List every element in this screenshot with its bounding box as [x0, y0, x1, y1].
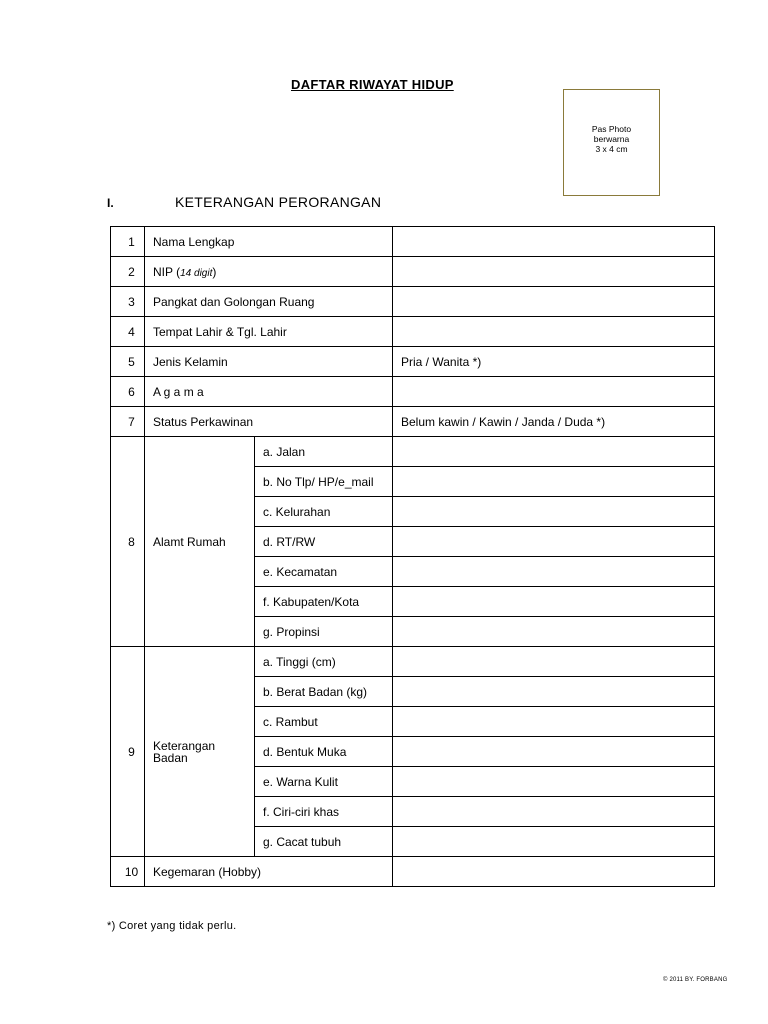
row-value-field[interactable] — [393, 377, 715, 407]
address-value-field[interactable] — [393, 617, 715, 647]
body-label — [145, 647, 255, 857]
row-number: 1 — [111, 227, 145, 257]
row-number: 6 — [111, 377, 145, 407]
address-sublabel: e. Kecamatan — [255, 557, 393, 587]
body-sublabel: f. Ciri-ciri khas — [255, 797, 393, 827]
photo-caption-line1: Pas Photo — [591, 124, 632, 134]
body-sublabel: e. Warna Kulit — [255, 767, 393, 797]
address-sublabel: b. No Tlp/ HP/e_mail — [255, 467, 393, 497]
row-number: 3 — [111, 287, 145, 317]
row-value-field[interactable]: Pria / Wanita *) — [393, 347, 715, 377]
row-label: A g a m a — [145, 377, 393, 407]
body-label-line2: Badan — [153, 750, 188, 765]
body-value-field[interactable] — [393, 707, 715, 737]
table-row — [111, 287, 715, 317]
row-label: Tempat Lahir & Tgl. Lahir — [145, 317, 393, 347]
personal-info-table — [110, 226, 715, 887]
row-value-field[interactable] — [393, 317, 715, 347]
photo-caption-line3: 3 x 4 cm — [595, 144, 628, 154]
address-sublabel: g. Propinsi — [255, 617, 393, 647]
row-value-field[interactable] — [393, 257, 715, 287]
address-sublabel: c. Kelurahan — [255, 497, 393, 527]
body-sublabel: g. Cacat tubuh — [255, 827, 393, 857]
nip-label: NIP ( — [153, 264, 181, 279]
table-row — [111, 317, 715, 347]
address-value-field[interactable] — [393, 467, 715, 497]
row-label: Nama Lengkap — [145, 227, 393, 257]
body-value-field[interactable] — [393, 767, 715, 797]
row-number: 4 — [111, 317, 145, 347]
row-number: 2 — [111, 257, 145, 287]
address-sublabel: a. Jalan — [255, 437, 393, 467]
photo-caption — [564, 124, 659, 154]
body-label-line1: Keterangan — [153, 738, 216, 753]
section-title: KETERANGAN PERORANGAN — [175, 194, 382, 210]
footnote: *) Coret yang tidak perlu. — [107, 920, 237, 932]
row-number: 8 — [111, 437, 145, 647]
body-sublabel: b. Berat Badan (kg) — [255, 677, 393, 707]
address-value-field[interactable] — [393, 557, 715, 587]
row-number: 7 — [111, 407, 145, 437]
row-value-field[interactable] — [393, 227, 715, 257]
row-number: 5 — [111, 347, 145, 377]
body-sublabel: a. Tinggi (cm) — [255, 647, 393, 677]
row-value-field[interactable] — [393, 857, 715, 887]
row-value-field[interactable] — [393, 287, 715, 317]
row-number: 10 — [111, 857, 145, 887]
table-row — [111, 437, 715, 467]
body-sublabel: c. Rambut — [255, 707, 393, 737]
address-sublabel: d. RT/RW — [255, 527, 393, 557]
address-value-field[interactable] — [393, 437, 715, 467]
table-row — [111, 857, 715, 887]
document-title: DAFTAR RIWAYAT HIDUP — [291, 77, 454, 92]
address-label: Alamt Rumah — [145, 437, 255, 647]
address-sublabel: f. Kabupaten/Kota — [255, 587, 393, 617]
table-row — [111, 347, 715, 377]
photo-caption-line2: berwarna — [593, 134, 630, 144]
row-label: Jenis Kelamin — [145, 347, 393, 377]
body-value-field[interactable] — [393, 677, 715, 707]
row-label: Status Perkawinan — [145, 407, 393, 437]
table-row — [111, 377, 715, 407]
body-sublabel: d. Bentuk Muka — [255, 737, 393, 767]
copyright: © 2011 BY. FORBANG — [663, 977, 728, 983]
body-value-field[interactable] — [393, 827, 715, 857]
body-value-field[interactable] — [393, 797, 715, 827]
address-value-field[interactable] — [393, 497, 715, 527]
row-label: Pangkat dan Golongan Ruang — [145, 287, 393, 317]
section-number: I. — [107, 196, 114, 210]
body-value-field[interactable] — [393, 737, 715, 767]
table-row — [111, 407, 715, 437]
table-row — [111, 257, 715, 287]
row-label: Kegemaran (Hobby) — [145, 857, 393, 887]
address-value-field[interactable] — [393, 527, 715, 557]
nip-label-end: ) — [212, 264, 217, 279]
table-row — [111, 227, 715, 257]
body-value-field[interactable] — [393, 647, 715, 677]
table-row — [111, 647, 715, 677]
photo-box — [563, 89, 660, 196]
row-label-nip — [145, 257, 393, 287]
row-number: 9 — [111, 647, 145, 857]
address-value-field[interactable] — [393, 587, 715, 617]
row-value-field[interactable]: Belum kawin / Kawin / Janda / Duda *) — [393, 407, 715, 437]
nip-digit-note: 14 digit — [180, 267, 213, 279]
